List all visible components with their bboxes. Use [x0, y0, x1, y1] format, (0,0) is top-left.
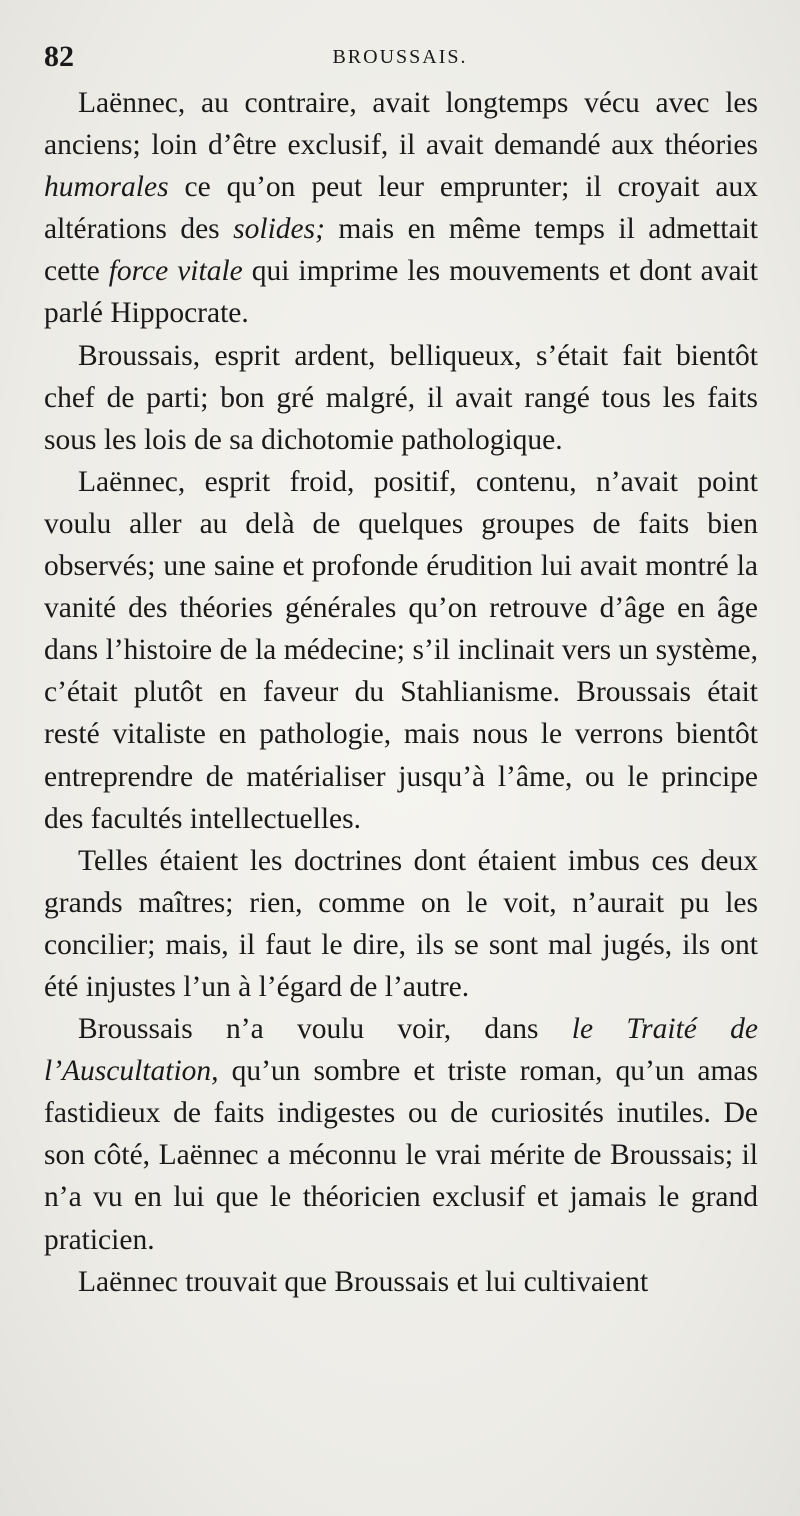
body-text — [44, 82, 758, 1303]
paragraph-1-part-1: Laënnec, au contraire, avait longtemps vécu avec les anciens; loin d’être exclusif, il avait demandé aux théories — [44, 87, 758, 162]
paragraph-5-italic-title: le Traité de l’Auscultation, — [44, 1013, 758, 1088]
paragraph-2: Broussais, esprit ardent, belliqueux, s’était fait bientôt chef de parti; bon gré malgré, il avait rangé tous les faits sous les lois de sa dichotomie pathologique. — [44, 339, 758, 456]
page-number: 82 — [44, 40, 74, 73]
paragraph-1-italic-humorales: humorales — [44, 171, 169, 204]
paragraph-4: Telles étaient les doctrines dont étaient imbus ces deux grands maîtres; rien, comme on le voit, n’aurait pu les concilier; mais, il faut le dire, ils se sont mal jugés, ils ont été injustes l’un à l’égard de l’autre. — [44, 844, 758, 1003]
paragraph-1 — [44, 82, 758, 335]
paragraph-5-part-1: Broussais n’a voulu voir, dans — [78, 1013, 572, 1046]
paragraph-1-part-7: qui imprime les mouvements et dont avait parlé Hippocrate. — [44, 255, 758, 330]
paragraph-5 — [44, 1008, 758, 1261]
paragraph-1-italic-force-vitale: force vitale — [108, 255, 243, 288]
paragraph-1-part-3: ce qu’on peut leur emprunter; il croyait aux altérations des — [44, 171, 758, 246]
running-title: BROUSSAIS. — [332, 46, 468, 68]
paragraph-1-italic-solides: solides; — [233, 213, 325, 246]
paragraph-5-part-3: qu’un sombre et triste roman, qu’un amas fastidieux de faits indigestes ou de curiosités inutiles. De son côté, Laënnec a méconnu le vrai mérite de Broussais; il n’a vu en lui que le théoricien exclusif et jamais le grand praticien. — [44, 1055, 758, 1256]
paragraph-3: Laënnec, esprit froid, positif, contenu, n’avait point voulu aller au delà de quelques groupes de faits bien observés; une saine et profonde érudition lui avait montré la vanité des théories générales qu’on retrouve d’âge en âge dans l’histoire de la médecine; s’il inclinait vers un système, c’était plutôt en faveur du Stahlianisme. Broussais était resté vitaliste en pathologie, mais nous le verrons bientôt entreprendre de matérialiser jusqu’à l’âme, ou le principe des facultés intellectuelles. — [44, 465, 758, 835]
paragraph-6: Laënnec trouvait que Broussais et lui cultivaient — [78, 1265, 649, 1298]
running-head — [44, 40, 756, 80]
paragraph-1-part-5: mais en même temps il admettait cette — [44, 213, 758, 288]
